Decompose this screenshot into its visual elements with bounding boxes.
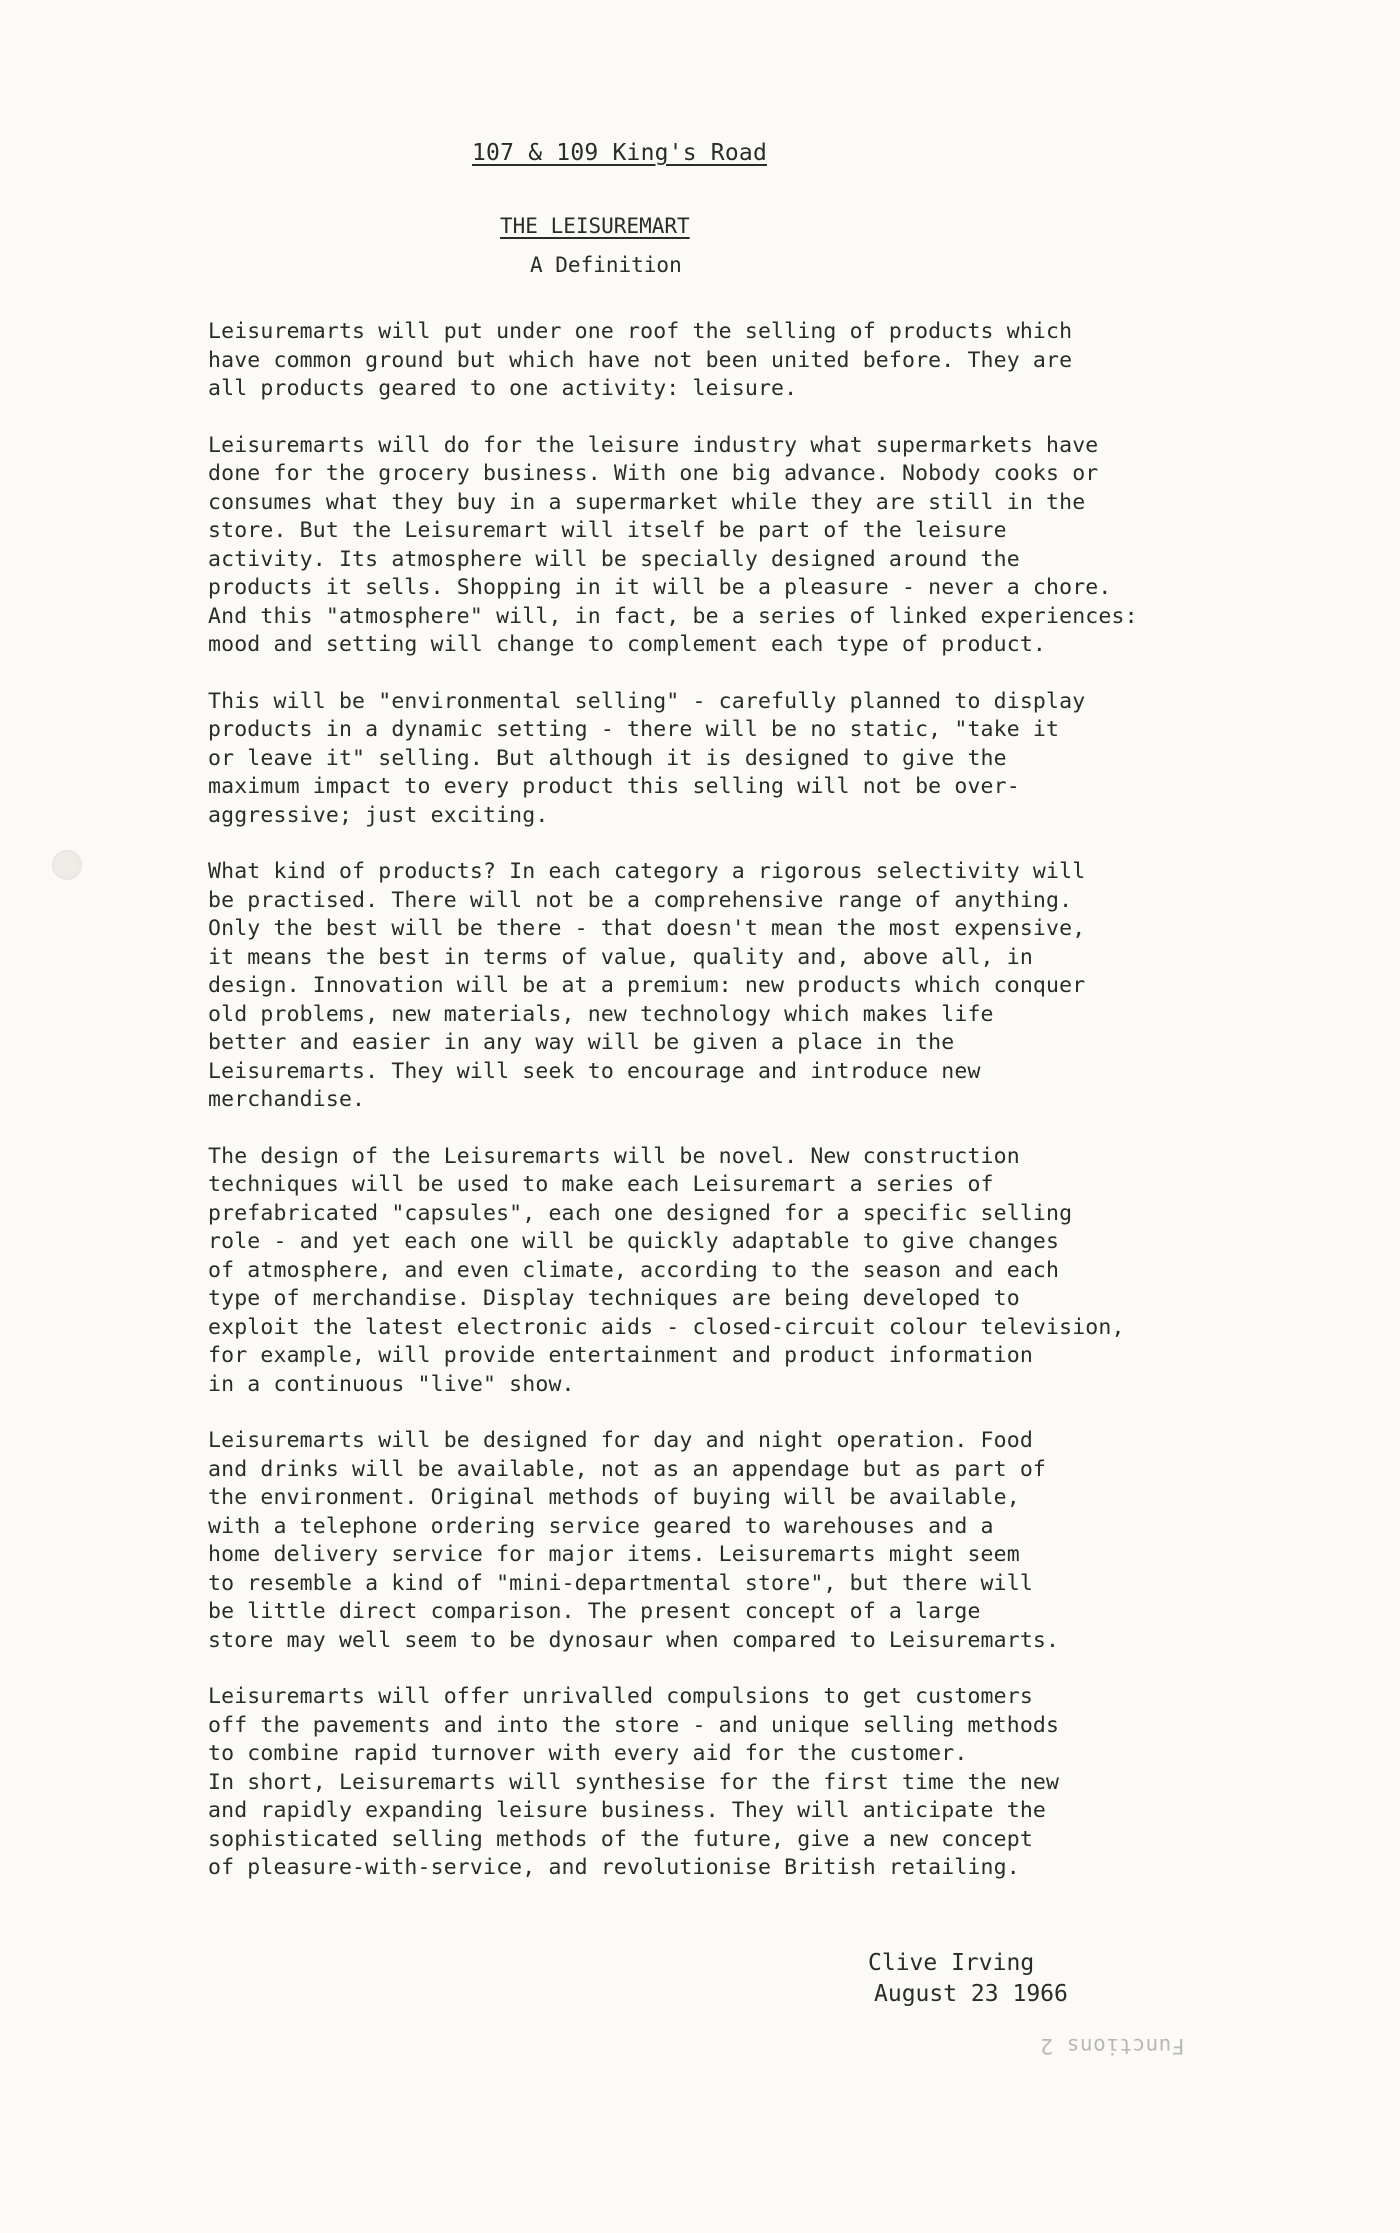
signature-name: Clive Irving xyxy=(868,1950,1035,1976)
paragraph-operation: Leisuremarts will be designed for day and night operation. Food and drinks will be available, not as an appendage but as part of the environment. Original methods of buying will be available, with a telephone ordering service geared to warehouses and a home delivery service for major items. Leisuremarts might seem to resemble a kind of "mini-departmental store", but there will be little direct comparison. The present concept of a large store may well seem to be dynosaur when compared to Leisuremarts. xyxy=(208,1428,1060,1653)
address-heading: 107 & 109 King's Road xyxy=(472,140,767,166)
document-subtitle: A Definition xyxy=(530,253,682,277)
paragraph-design: The design of the Leisuremarts will be novel. New construction techniques will be used to make each Leisuremart a series of prefabricated "capsules", each one designed for a specific selling role - and yet each one will be quickly adaptable to give changes of atmosphere, and even climate, according to the season and each type of merchandise. Display techniques are being developed to exploit the latest electronic aids - closed-circuit colour television, for example, will provide entertainment and product information in a continuous "live" show. xyxy=(208,1143,1125,1397)
paragraph-environmental-selling: This will be "environmental selling" - carefully planned to display products in a dynamic setting - there will be no static, "take it or leave it" selling. But although it is designed to give the maximum impact to every product this selling will not be over- aggressive; just exciting. xyxy=(208,688,1086,828)
document-title: THE LEISUREMART xyxy=(500,214,690,238)
document-body xyxy=(208,318,1238,1911)
signature-block xyxy=(838,1948,1068,2010)
paragraph-conclusion: Leisuremarts will offer unrivalled compulsions to get customers off the pavements and into the store - and unique selling methods to combine rapid turnover with every aid for the customer. In short, Leisuremarts will synthesise for the first time the new and rapidly expanding leisure business. They will anticipate the sophisticated selling methods of the future, give a new concept of pleasure-with-service, and revolutionise British retailing. xyxy=(208,1684,1060,1880)
punch-hole xyxy=(52,850,82,880)
signature-date: August 23 1966 xyxy=(874,1981,1068,2007)
paragraph-products: What kind of products? In each category a rigorous selectivity will be practised. There will not be a comprehensive range of anything. Only the best will be there - that doesn't mean the most expensive, it means the best in terms of value, quality and, above all, in design. Innovation will be at a premium: new products which conquer old problems, new materials, new technology which makes life better and easier in any way will be given a place in the Leisuremarts. They will seek to encourage and introduce new merchandise. xyxy=(208,859,1086,1112)
paragraph-intro: Leisuremarts will put under one roof the selling of products which have common ground but which have not been united before. They are all products geared to one activity: leisure. xyxy=(208,319,1073,401)
paragraph-supermarkets: Leisuremarts will do for the leisure industry what supermarkets have done for the grocery business. With one big advance. Nobody cooks or consumes what they buy in a supermarket while they are still in the store. But the Leisuremart will itself be part of the leisure activity. Its atmosphere will be specially designed around the products it sells. Shopping in it will be a pleasure - never a chore. And this "atmosphere" will, in fact, be a series of linked experiences: mood and setting will change to complement each type of product. xyxy=(208,432,1138,657)
show-through-text: Functions 2 xyxy=(1040,2034,1185,2058)
